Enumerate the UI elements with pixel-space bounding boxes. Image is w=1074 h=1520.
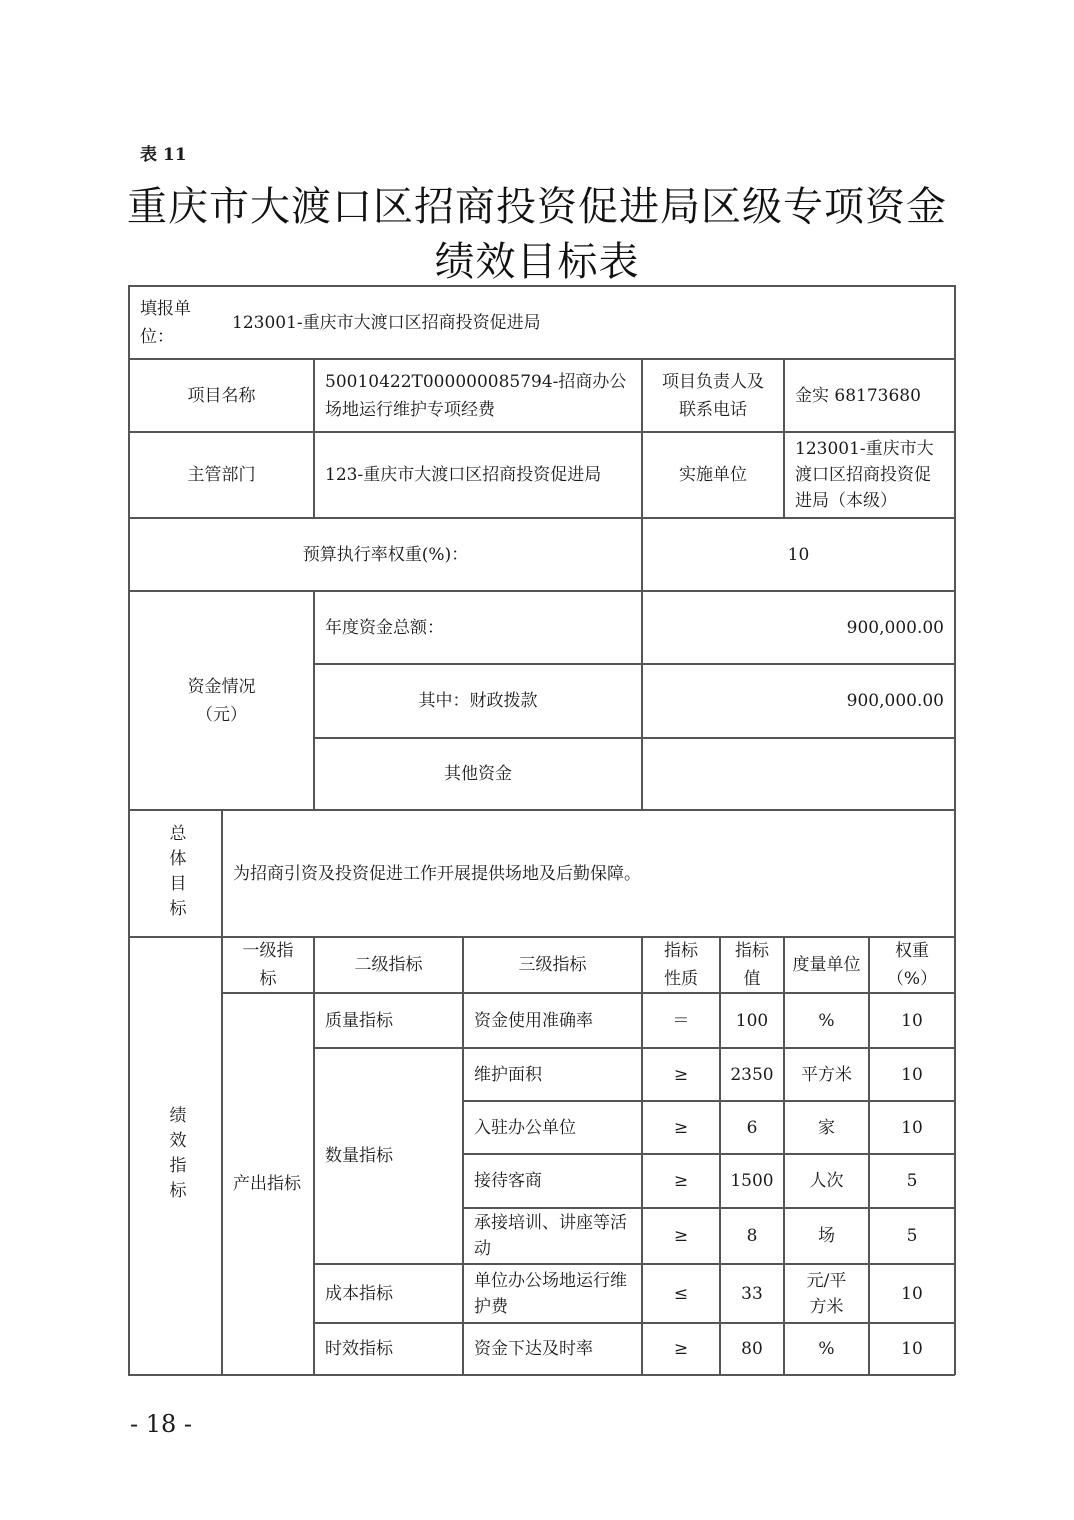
header-level2: 二级指标: [354, 955, 423, 975]
funds-other-label: 其他资金: [444, 764, 512, 784]
nature-cell: ≤: [673, 1283, 689, 1304]
value-cell: 100: [735, 1010, 769, 1031]
unit-cell: 家: [818, 1117, 835, 1138]
level2-quantity: 数量指标: [325, 1146, 393, 1166]
nature-cell: ＝: [672, 1010, 690, 1031]
level3-cell: 单位办公场地运行维护费: [474, 1270, 627, 1317]
funds-total-label: 年度资金总额：: [325, 617, 444, 638]
header-level1: 一级指标: [242, 941, 294, 989]
level1-output: 产出指标: [233, 1174, 301, 1194]
table-label: 表 11: [140, 145, 187, 165]
project-name-value: 50010422T000000085794-招商办公场地运行维护专项经费: [325, 371, 627, 420]
nature-cell: ≥: [673, 1064, 689, 1085]
dept-value: 123-重庆市大渡口区招商投资促进局: [325, 465, 602, 485]
unit-cell: 平方米: [801, 1064, 852, 1085]
level3-cell: 入驻办公单位: [474, 1117, 576, 1138]
header-unit: 度量单位: [792, 955, 861, 975]
funds-total-value: 900,000.00: [846, 617, 944, 638]
level3-cell: 接待客商: [474, 1171, 542, 1191]
funds-fiscal-value: 900,000.00: [846, 691, 944, 711]
performance-label-wrap: [130, 938, 221, 1374]
funds-other-value: [643, 739, 954, 809]
weight-cell: 10: [901, 1283, 923, 1304]
reporting-unit-label: 填报单位：: [140, 298, 191, 347]
value-cell: 80: [741, 1339, 763, 1359]
unit-cell: %: [818, 1339, 835, 1359]
contact-label: 项目负责人及联系电话: [662, 371, 764, 420]
budget-weight-value: 10: [787, 544, 810, 565]
project-name-label: 项目名称: [187, 385, 256, 406]
goal-label-wrap: [130, 811, 221, 936]
weight-cell: 10: [901, 1010, 923, 1031]
contact-value: 金实 68173680: [795, 385, 921, 406]
level2-quality: 质量指标: [325, 1010, 393, 1031]
goal-text: 为招商引资及投资促进工作开展提供场地及后勤保障。: [233, 863, 641, 884]
table-border-right: [954, 285, 956, 1375]
value-cell: 33: [741, 1283, 763, 1304]
page-number: - 18 -: [130, 1410, 193, 1438]
unit-cell: 元/平方米: [806, 1270, 847, 1317]
level2-time: 时效指标: [325, 1339, 393, 1359]
value-cell: 6: [746, 1117, 758, 1138]
nature-cell: ≥: [673, 1117, 689, 1138]
weight-cell: 10: [901, 1339, 923, 1359]
performance-label: 绩效指标: [165, 1106, 186, 1206]
unit-cell: %: [818, 1010, 835, 1031]
reporting-unit-value: 123001-重庆市大渡口区招商投资促进局: [232, 312, 541, 333]
impl-label: 实施单位: [679, 465, 747, 485]
unit-cell: 人次: [809, 1171, 844, 1191]
header-nature: 指标性质: [664, 941, 698, 989]
weight-cell: 5: [906, 1171, 918, 1191]
header-value: 指标值: [735, 941, 769, 989]
goal-label: 总体目标: [165, 823, 186, 924]
weight-cell: 10: [901, 1117, 923, 1138]
level2-cost: 成本指标: [325, 1283, 393, 1304]
weight-cell: 10: [901, 1064, 923, 1085]
dept-label: 主管部门: [187, 465, 256, 485]
impl-value: 123001-重庆市大渡口区招商投资促进局（本级）: [795, 439, 934, 511]
budget-weight-label: 预算执行率权重(%)：: [302, 544, 469, 565]
nature-cell: ≥: [673, 1171, 689, 1191]
funds-fiscal-label: 其中：财政拨款: [418, 691, 538, 711]
unit-cell: 场: [818, 1226, 835, 1246]
level3-cell: 资金使用准确率: [474, 1010, 593, 1031]
weight-cell: 5: [906, 1226, 918, 1246]
table-border-bottom: [128, 1374, 955, 1376]
header-level3: 三级指标: [518, 955, 587, 975]
page-title-line2: 绩效目标表: [434, 239, 640, 285]
nature-cell: ≥: [673, 1226, 689, 1246]
value-cell: 2350: [730, 1064, 774, 1085]
value-cell: 1500: [730, 1171, 774, 1191]
level3-cell: 资金下达及时率: [474, 1339, 593, 1359]
header-weight: 权重（%）: [886, 941, 938, 989]
nature-cell: ≥: [673, 1339, 689, 1359]
page-title-line1: 重庆市大渡口区招商投资促进局区级专项资金: [127, 184, 947, 230]
level3-cell: 维护面积: [474, 1064, 542, 1085]
value-cell: 8: [746, 1226, 758, 1246]
level3-cell: 承接培训、讲座等活动: [474, 1213, 627, 1259]
funds-label: 资金情况（元）: [187, 676, 256, 725]
